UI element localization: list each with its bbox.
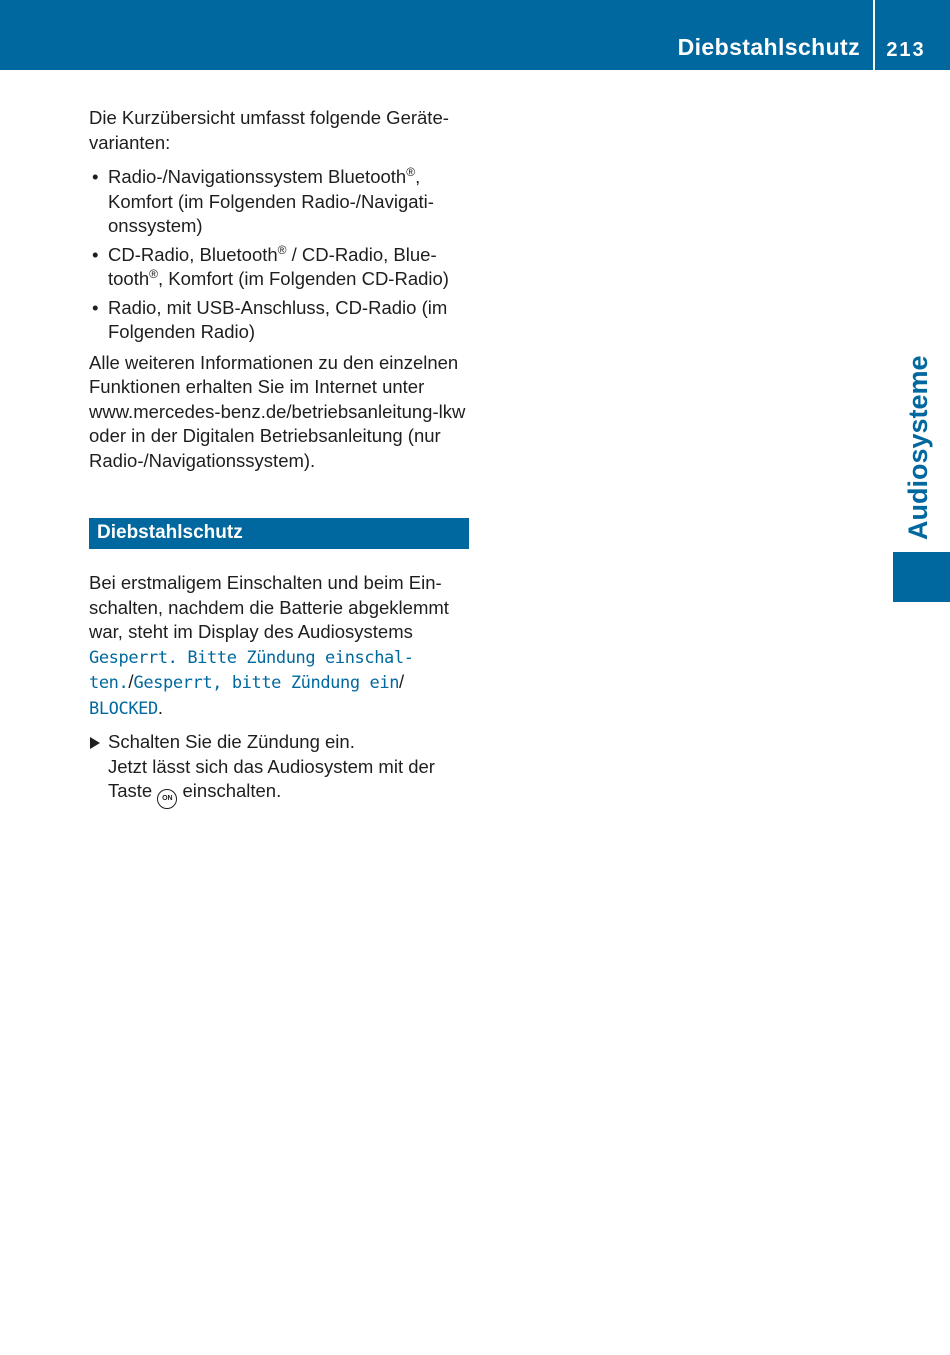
- display-message: Gesperrt. Bitte Zündung einschal-ten.: [89, 647, 414, 693]
- step-result: Jetzt lässt sich das Audiosystem mit der Taste ON einschalten.: [108, 755, 477, 810]
- list-item: • CD-Radio, Bluetooth® / CD-Radio, Blue-tooth®, Komfort (im Folgenden CD-Radio): [89, 243, 477, 292]
- page-title: Diebstahlschutz: [677, 34, 860, 60]
- info-text: Alle weiteren Informationen zu den einzelnen Funktionen erhalten Sie im Internet unter www.mercedes-benz.de/betriebsanleitung-lkw oder in der Digitalen Betriebsanleitung (nur Radio-/Navigationssystem).: [89, 351, 466, 471]
- side-tab-marker: [893, 552, 950, 602]
- main-column: [89, 106, 477, 809]
- instruction-step: [89, 730, 477, 809]
- section-text: Bei erstmaligem Einschalten und beim Ein-schalten, nachdem die Batterie abgeklemmt war, steht im Display des Audiosystems Gesperrt. Bitte Zündung einschal-ten./Gesperrt, bitte Zündung ein/ BLOCKED.: [89, 572, 449, 719]
- intro-text: Die Kurzübersicht umfasst folgende Geräte-varianten:: [89, 107, 449, 153]
- header-bar: [0, 0, 950, 70]
- step-instruction: Schalten Sie die Zündung ein.: [108, 731, 355, 752]
- list-item: • Radio, mit USB-Anschluss, CD-Radio (im Folgenden Radio): [89, 296, 477, 345]
- variant-list: [89, 165, 477, 345]
- page-number: 213: [886, 39, 926, 61]
- side-tab-label: Audiosysteme: [903, 355, 933, 540]
- display-message: Gesperrt, bitte Zündung ein: [133, 673, 400, 693]
- step-arrow-icon: [90, 737, 100, 749]
- section-heading: Diebstahlschutz: [89, 518, 469, 549]
- list-item: • Radio-/Navigationssystem Bluetooth®, Komfort (im Folgenden Radio-/Navigati-onssystem): [89, 165, 477, 239]
- display-message: BLOCKED: [89, 698, 158, 719]
- on-button-icon: ON: [157, 789, 177, 809]
